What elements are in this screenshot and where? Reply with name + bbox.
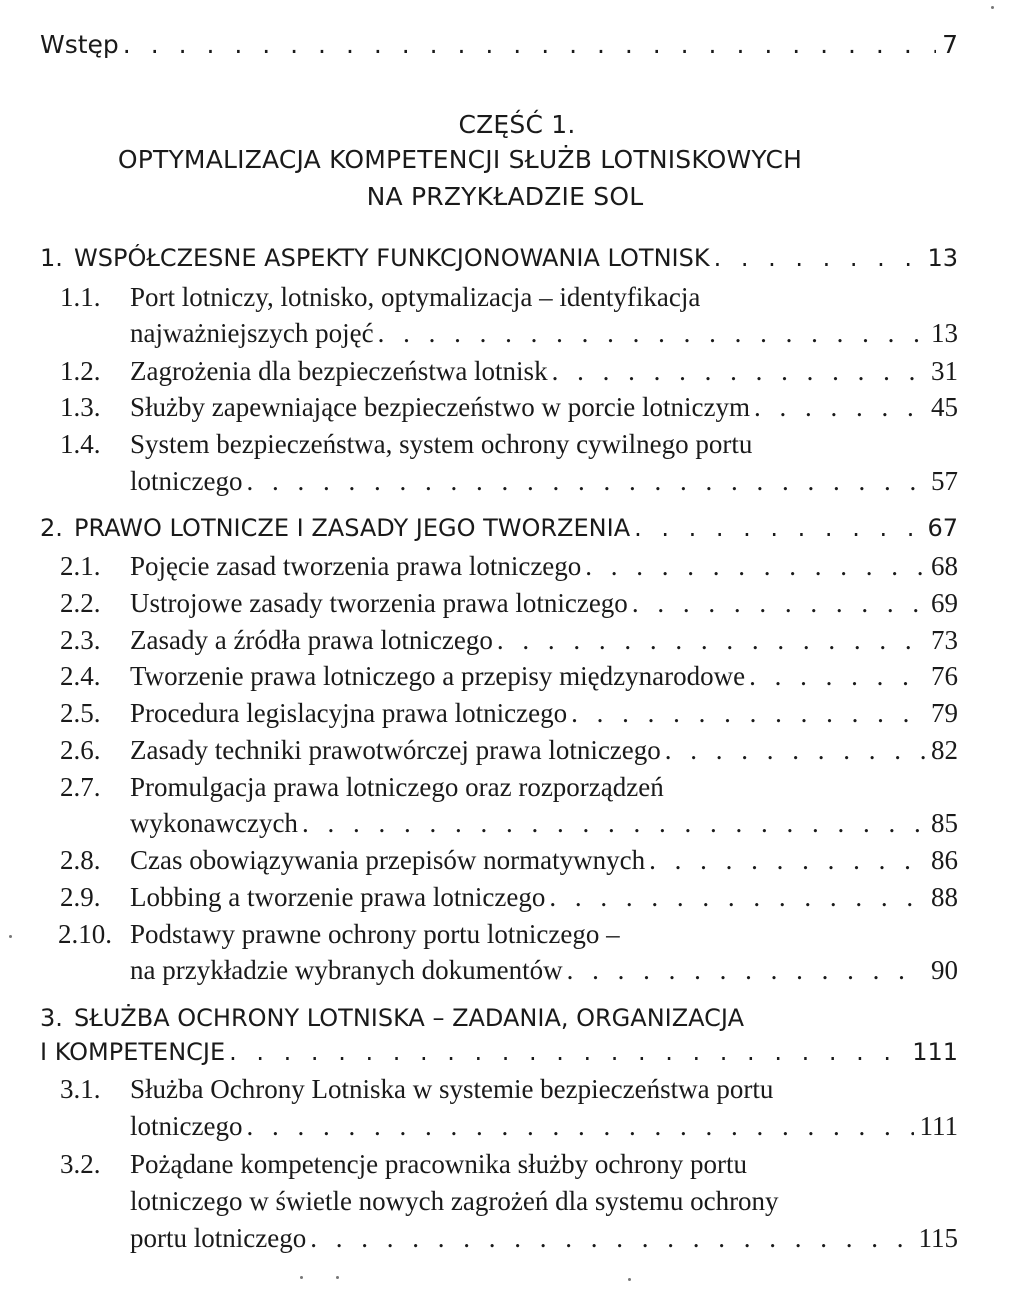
section-number: 1.1. bbox=[60, 282, 101, 312]
toc-section-3-2-cont-2[interactable] bbox=[130, 1223, 958, 1259]
section-title: Pojęcie zasad tworzenia prawa lotniczego bbox=[130, 551, 582, 581]
section-title-cont: na przykładzie wybranych dokumentów bbox=[130, 955, 563, 985]
toc-section-2-10[interactable] bbox=[58, 919, 958, 955]
toc-page-number: 7 bbox=[942, 30, 958, 59]
toc-leader-dots bbox=[298, 808, 925, 839]
chapter-title: SŁUŻBA OCHRONY LOTNISKA – ZADANIA, ORGANIZACJA bbox=[74, 1004, 744, 1032]
section-title: Zasady a źródła prawa lotniczego bbox=[130, 625, 493, 655]
section-title-cont: portu lotniczego bbox=[130, 1223, 307, 1253]
toc-chapter-3[interactable] bbox=[40, 1004, 958, 1040]
toc-leader-dots bbox=[374, 318, 925, 349]
section-number: 2.1. bbox=[60, 551, 101, 581]
section-number: 2.9. bbox=[60, 882, 101, 912]
toc-leader-dots bbox=[750, 392, 925, 423]
chapter-number: 2. bbox=[40, 514, 63, 542]
toc-section-2-1[interactable] bbox=[60, 551, 958, 587]
part-title-line-1: OPTYMALIZACJA KOMPETENCJI SŁUŻB LOTNISKOWYCH bbox=[117, 145, 803, 174]
chapter-number: 1. bbox=[40, 244, 63, 272]
part-title-line-2: NA PRZYKŁADZIE SOL bbox=[366, 182, 644, 211]
toc-leader-dots bbox=[645, 845, 925, 876]
toc-leader-dots bbox=[242, 466, 925, 497]
toc-page-number: 79 bbox=[931, 698, 958, 728]
section-number: 2.2. bbox=[60, 588, 101, 618]
toc-section-2-5[interactable] bbox=[60, 698, 958, 734]
toc-leader-dots bbox=[548, 356, 925, 387]
toc-leader-dots bbox=[563, 955, 925, 986]
toc-section-2-9[interactable] bbox=[60, 882, 958, 918]
scan-speck bbox=[991, 6, 994, 9]
section-number: 1.3. bbox=[60, 392, 101, 422]
toc-leader-dots bbox=[119, 30, 936, 59]
part-number: CZĘŚĆ 1. bbox=[458, 110, 576, 139]
toc-leader-dots bbox=[630, 514, 921, 542]
toc-leader-dots bbox=[225, 1038, 906, 1066]
toc-section-1-3[interactable] bbox=[60, 392, 958, 428]
toc-leader-dots bbox=[661, 735, 925, 766]
section-number: 2.4. bbox=[60, 661, 101, 691]
toc-page-number: 86 bbox=[931, 845, 958, 875]
section-title: Służby zapewniające bezpieczeństwo w porcie lotniczym bbox=[130, 392, 750, 422]
section-title: Zagrożenia dla bezpieczeństwa lotnisk bbox=[130, 356, 548, 386]
section-title: Port lotniczy, lotnisko, optymalizacja – identyfikacja bbox=[130, 282, 701, 312]
toc-section-3-2-cont-1[interactable] bbox=[130, 1186, 958, 1222]
section-number: 2.6. bbox=[60, 735, 101, 765]
toc-page-number: 85 bbox=[931, 808, 958, 838]
section-number: 2.3. bbox=[60, 625, 101, 655]
scan-speck bbox=[336, 1276, 339, 1279]
toc-section-2-7-cont[interactable] bbox=[130, 808, 958, 844]
section-number: 3.2. bbox=[60, 1149, 101, 1179]
toc-leader-dots bbox=[306, 1223, 912, 1254]
toc-section-2-10-cont[interactable] bbox=[130, 955, 958, 991]
toc-section-1-4-cont[interactable] bbox=[130, 466, 958, 502]
section-title-cont: lotniczego bbox=[130, 1111, 243, 1141]
section-number: 2.10. bbox=[58, 919, 112, 949]
toc-page-number: 67 bbox=[927, 514, 958, 542]
toc-section-3-1[interactable] bbox=[60, 1074, 958, 1110]
toc-page-number: 31 bbox=[931, 356, 958, 386]
toc-page-number: 73 bbox=[931, 625, 958, 655]
section-title-cont: najważniejszych pojęć bbox=[130, 318, 374, 348]
section-title: System bezpieczeństwa, system ochrony cywilnego portu bbox=[130, 429, 753, 459]
scan-speck bbox=[300, 1276, 303, 1279]
toc-leader-dots bbox=[493, 625, 925, 656]
toc-section-3-2[interactable] bbox=[60, 1149, 958, 1185]
toc-page-number: 13 bbox=[931, 318, 958, 348]
scan-speck bbox=[628, 1278, 631, 1281]
toc-section-2-2[interactable] bbox=[60, 588, 958, 624]
scan-speck bbox=[9, 935, 12, 938]
section-number: 1.2. bbox=[60, 356, 101, 386]
toc-section-1-2[interactable] bbox=[60, 356, 958, 392]
toc-page-number: 82 bbox=[931, 735, 958, 765]
toc-section-2-3[interactable] bbox=[60, 625, 958, 661]
toc-page-number: 111 bbox=[919, 1111, 958, 1141]
toc-section-2-6[interactable] bbox=[60, 735, 958, 771]
toc-leader-dots bbox=[745, 661, 925, 692]
toc-page-number: 76 bbox=[931, 661, 958, 691]
toc-chapter-3-cont[interactable] bbox=[40, 1038, 958, 1074]
toc-leader-dots bbox=[581, 551, 925, 582]
section-title: Podstawy prawne ochrony portu lotniczego – bbox=[130, 919, 620, 949]
section-number: 2.5. bbox=[60, 698, 101, 728]
chapter-number: 3. bbox=[40, 1004, 63, 1032]
chapter-title: WSPÓŁCZESNE ASPEKTY FUNKCJONOWANIA LOTNISK bbox=[74, 244, 710, 272]
section-title: Ustrojowe zasady tworzenia prawa lotniczego bbox=[130, 588, 628, 618]
toc-section-1-1[interactable] bbox=[60, 282, 958, 318]
toc-leader-dots bbox=[242, 1111, 913, 1142]
section-title-cont: wykonawczych bbox=[130, 808, 298, 838]
toc-entry-title: Wstęp bbox=[40, 30, 119, 59]
toc-entry-intro[interactable] bbox=[40, 30, 958, 66]
toc-page-number: 115 bbox=[918, 1223, 958, 1253]
toc-page-number: 13 bbox=[927, 244, 958, 272]
section-title: Promulgacja prawa lotniczego oraz rozporządzeń bbox=[130, 772, 664, 802]
toc-page-number: 111 bbox=[912, 1038, 958, 1066]
section-title: Pożądane kompetencje pracownika służby ochrony portu bbox=[130, 1149, 748, 1179]
section-title: Czas obowiązywania przepisów normatywnych bbox=[130, 845, 646, 875]
toc-section-2-4[interactable] bbox=[60, 661, 958, 697]
section-number: 1.4. bbox=[60, 429, 101, 459]
section-number: 2.8. bbox=[60, 845, 101, 875]
toc-page-number: 90 bbox=[931, 955, 958, 985]
chapter-title-cont: I KOMPETENCJE bbox=[40, 1038, 226, 1066]
section-number: 2.7. bbox=[60, 772, 101, 802]
section-title: Zasady techniki prawotwórczej prawa lotniczego bbox=[130, 735, 661, 765]
toc-section-1-4[interactable] bbox=[60, 429, 958, 465]
chapter-title: PRAWO LOTNICZE I ZASADY JEGO TWORZENIA bbox=[74, 514, 631, 542]
toc-leader-dots bbox=[710, 244, 922, 272]
section-title-cont: lotniczego bbox=[130, 466, 243, 496]
section-number: 3.1. bbox=[60, 1074, 101, 1104]
section-title: Procedura legislacyjna prawa lotniczego bbox=[130, 698, 568, 728]
toc-section-3-1-cont[interactable] bbox=[130, 1111, 958, 1147]
toc-section-2-7[interactable] bbox=[60, 772, 958, 808]
toc-leader-dots bbox=[567, 698, 925, 729]
section-title: Tworzenie prawa lotniczego a przepisy międzynarodowe bbox=[130, 661, 746, 691]
toc-section-1-1-cont[interactable] bbox=[130, 318, 958, 354]
toc-chapter-1[interactable] bbox=[40, 244, 958, 280]
section-title-cont: lotniczego w świetle nowych zagrożeń dla systemu ochrony bbox=[130, 1186, 779, 1216]
toc-page-number: 68 bbox=[931, 551, 958, 581]
toc-chapter-2[interactable] bbox=[40, 514, 958, 550]
toc-leader-dots bbox=[628, 588, 925, 619]
section-title: Lobbing a tworzenie prawa lotniczego bbox=[130, 882, 546, 912]
toc-page-number: 88 bbox=[931, 882, 958, 912]
section-title: Służba Ochrony Lotniska w systemie bezpieczeństwa portu bbox=[130, 1074, 774, 1104]
toc-page-number: 69 bbox=[931, 588, 958, 618]
toc-section-2-8[interactable] bbox=[60, 845, 958, 881]
toc-leader-dots bbox=[545, 882, 925, 913]
toc-page-number: 57 bbox=[931, 466, 958, 496]
toc-page-number: 45 bbox=[931, 392, 958, 422]
